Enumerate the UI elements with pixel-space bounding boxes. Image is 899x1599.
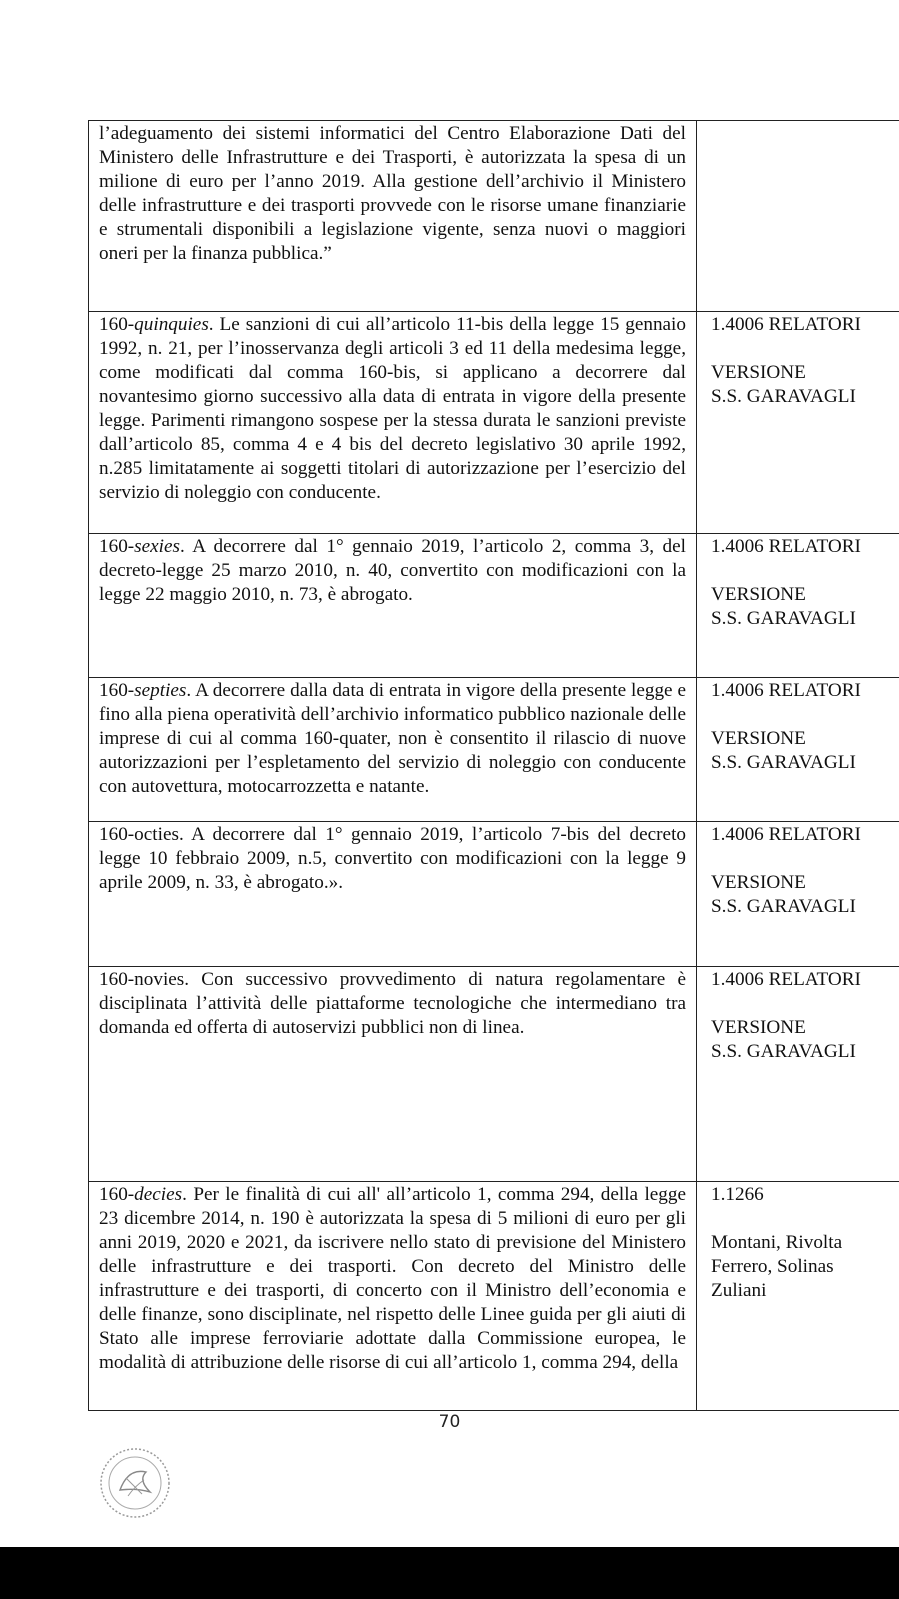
stamp-seal-icon [98,1446,172,1520]
table-row [89,312,899,534]
table-row [89,1182,899,1411]
row-text [89,1182,697,1411]
comma-number: 160- [99,536,135,557]
comma-suffix: septies [134,680,187,701]
table-row [89,822,899,967]
row-reference [697,121,899,312]
row-text [89,312,697,534]
comma-body: . Le sanzioni di cui all’articolo 11-bis della legge 15 gennaio 1992, n. 21, per l’inosservanza degli articoli 3 ed 11 della medesima legge, come modificati dal comma 160-bis, si applicano a decorrere dal novantesimo giorno successivo alla data di entrata in vigore della presente legge. Parimenti rimangono sospese per la stessa durata le sanzioni previste dall’articolo 85, comma 4 e 4 bis del decreto legislativo 30 aprile 1992, n.285 limitatamente ai soggetti titolari di autorizzazione per l’esercizio del servizio di noleggio con conducente. [99,314,686,503]
comma-suffix: decies [134,1184,183,1205]
comma-number: 160- [99,1184,135,1205]
comma-body: . Con successivo provvedimento di natura regolamentare è disciplinata l’attività delle piattaforme tecnologiche che intermediano tra domanda ed offerta di autoservizi pubblici non di linea. [99,969,686,1038]
table-row [89,121,899,312]
bottom-black-bar [0,1547,899,1599]
comma-body: . Per le finalità di cui all' all’articolo 1, comma 294, della legge 23 dicembre 2014, n. 190 è autorizzata la spesa di 5 milioni di euro per gli anni 2019, 2020 e 2021, da iscrivere nello stato di previsione del Ministero delle infrastrutture e dei trasporti. Con decreto del Ministro delle infrastrutture e dei trasporti, di concerto con il Ministro dell’economia e delle finanze, sono disciplinate, nel rispetto delle Linee guida per gli aiuti di Stato alle imprese ferroviarie adottate dalla Commissione europea, le modalità di attribuzione delle risorse di cui all’articolo 1, comma 294, della [99,1184,686,1373]
comma-suffix: quinquies [134,314,209,335]
comma-body: . A decorrere dalla data di entrata in vigore della presente legge e fino alla piena operatività dell’archivio informatico pubblico nazionale delle imprese di cui al comma 160-quater, non è consentito il rilascio di nuove autorizzazioni per l’espletamento del servizio di noleggio con conducente con autovettura, motocarrozzetta e natante. [99,680,686,797]
comma-number: 160-octies [99,824,179,845]
row-text [89,678,697,822]
table-row [89,534,899,678]
comma-number: 160- [99,314,135,335]
row-reference: 1.4006 RELATORI VERSIONE S.S. GARAVAGLI [697,312,899,534]
comma-number: 160-novies [99,969,185,990]
comma-number: 160- [99,680,135,701]
row-reference: 1.4006 RELATORI VERSIONE S.S. GARAVAGLI [697,678,899,822]
table-row [89,967,899,1182]
table-row [89,678,899,822]
comma-body: . A decorrere dal 1° gennaio 2019, l’articolo 7-bis del decreto legge 10 febbraio 2009, n.5, convertito con modificazioni con la legge 9 aprile 2009, n. 33, è abrogato.». [99,824,686,893]
row-reference: 1.1266 Montani, Rivolta Ferrero, Solinas Zuliani [697,1182,899,1411]
row-text [89,967,697,1182]
row-reference: 1.4006 RELATORI VERSIONE S.S. GARAVAGLI [697,534,899,678]
row-text [89,822,697,967]
row-reference: 1.4006 RELATORI VERSIONE S.S. GARAVAGLI [697,967,899,1182]
row-text: l’adeguamento dei sistemi informatici del Centro Elaborazione Dati del Ministero delle Infrastrutture e dei Trasporti, è autorizzata la spesa di un milione di euro per l’anno 2019. Alla gestione dell’archivio il Ministero delle infrastrutture e dei trasporti provvede con le risorse umane finanziarie e strumentali disponibili a legislazione vigente, senza nuovi o maggiori oneri per la finanza pubblica.” [89,121,697,312]
row-reference: 1.4006 RELATORI VERSIONE S.S. GARAVAGLI [697,822,899,967]
comma-suffix: sexies [134,536,180,557]
amendments-table [88,120,899,1411]
page-number: 70 [438,1412,461,1432]
row-text [89,534,697,678]
comma-body: . A decorrere dal 1° gennaio 2019, l’articolo 2, comma 3, del decreto-legge 25 marzo 2010, n. 40, convertito con modificazioni con la legge 22 maggio 2010, n. 73, è abrogato. [99,536,686,605]
